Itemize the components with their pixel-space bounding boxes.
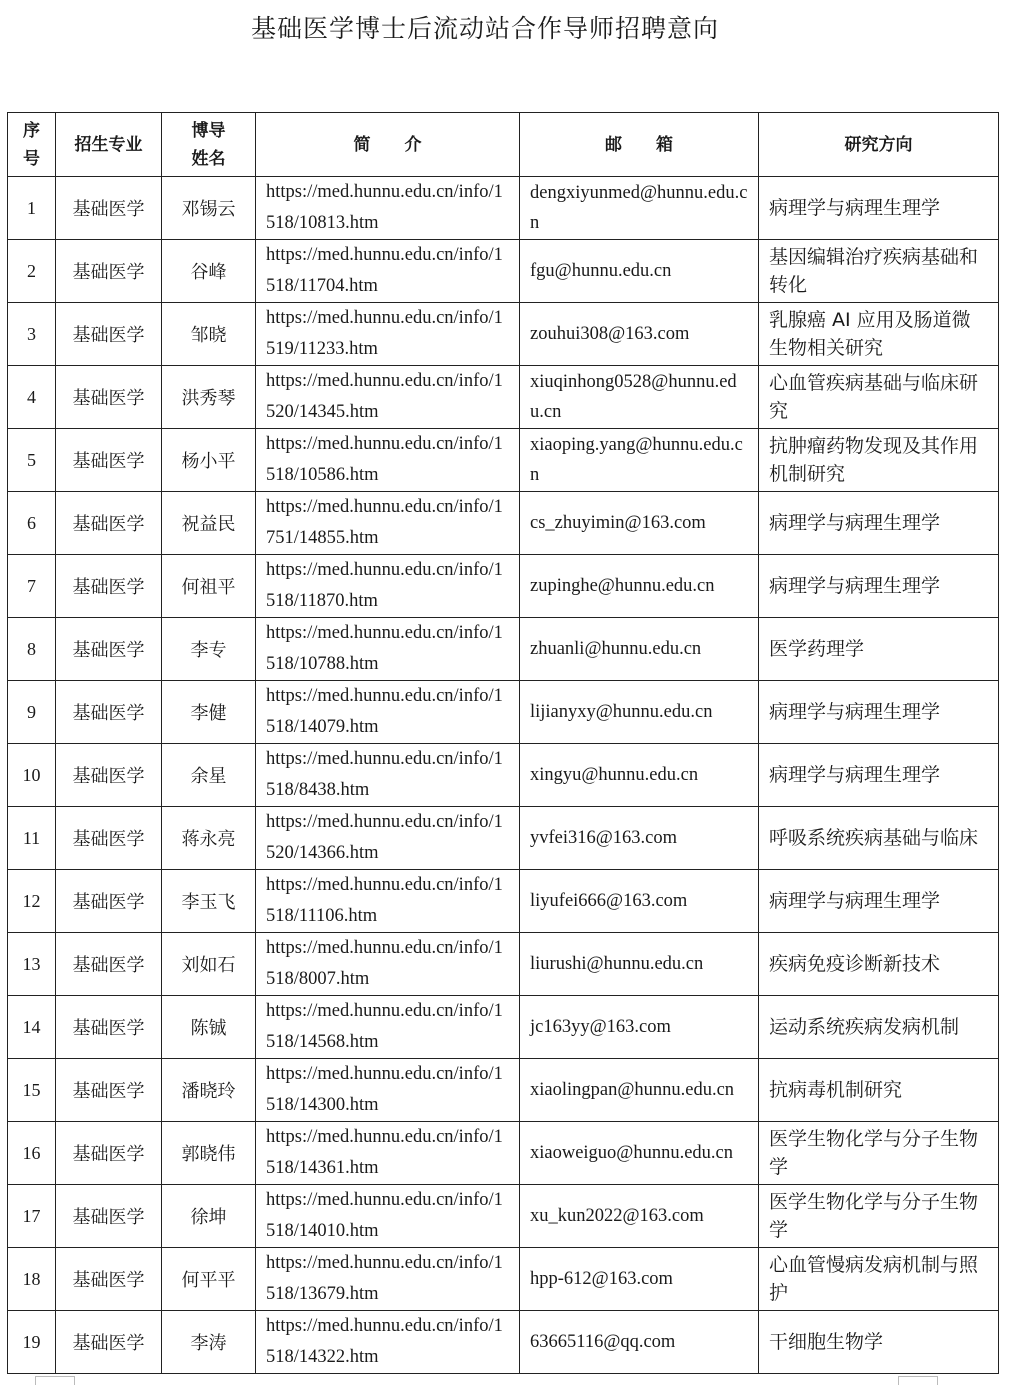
cell-advisor-name: 刘如石 — [162, 933, 256, 996]
cell-major: 基础医学 — [56, 618, 162, 681]
col-header-email: 邮 箱 — [520, 113, 759, 177]
cell-advisor-name: 何平平 — [162, 1248, 256, 1311]
cell-major: 基础医学 — [56, 996, 162, 1059]
cell-advisor-name: 李玉飞 — [162, 870, 256, 933]
table-body — [8, 177, 999, 1374]
cell-research-direction: 抗病毒机制研究 — [759, 1059, 999, 1122]
cell-seq: 15 — [8, 1059, 56, 1122]
cell-research-direction: 运动系统疾病发病机制 — [759, 996, 999, 1059]
cell-major: 基础医学 — [56, 240, 162, 303]
table-row — [8, 1122, 999, 1185]
cell-intro-link[interactable]: https://med.hunnu.edu.cn/info/1520/14345.htm — [256, 366, 520, 429]
cell-advisor-name: 陈铖 — [162, 996, 256, 1059]
cell-email[interactable]: zhuanli@hunnu.edu.cn — [520, 618, 759, 681]
cell-email[interactable]: 63665116@qq.com — [520, 1311, 759, 1374]
cell-major: 基础医学 — [56, 681, 162, 744]
cell-intro-link[interactable]: https://med.hunnu.edu.cn/info/1518/11870.htm — [256, 555, 520, 618]
cell-seq: 7 — [8, 555, 56, 618]
cell-research-direction: 基因编辑治疗疾病基础和转化 — [759, 240, 999, 303]
table-row — [8, 681, 999, 744]
cell-intro-link[interactable]: https://med.hunnu.edu.cn/info/1518/14010.htm — [256, 1185, 520, 1248]
cell-advisor-name: 杨小平 — [162, 429, 256, 492]
cell-intro-link[interactable]: https://med.hunnu.edu.cn/info/1518/14300.htm — [256, 1059, 520, 1122]
table-row — [8, 429, 999, 492]
cell-seq: 19 — [8, 1311, 56, 1374]
cell-major: 基础医学 — [56, 744, 162, 807]
cell-advisor-name: 郭晓伟 — [162, 1122, 256, 1185]
cell-research-direction: 病理学与病理生理学 — [759, 177, 999, 240]
cell-major: 基础医学 — [56, 1122, 162, 1185]
cell-intro-link[interactable]: https://med.hunnu.edu.cn/info/1518/10586.htm — [256, 429, 520, 492]
cell-advisor-name: 洪秀琴 — [162, 366, 256, 429]
advisor-table — [7, 112, 999, 1374]
cell-major: 基础医学 — [56, 933, 162, 996]
cell-seq: 3 — [8, 303, 56, 366]
cell-email[interactable]: xiaoping.yang@hunnu.edu.cn — [520, 429, 759, 492]
cell-seq: 10 — [8, 744, 56, 807]
cell-advisor-name: 邹晓 — [162, 303, 256, 366]
cell-research-direction: 医学药理学 — [759, 618, 999, 681]
cell-email[interactable]: liurushi@hunnu.edu.cn — [520, 933, 759, 996]
cell-research-direction: 病理学与病理生理学 — [759, 555, 999, 618]
cell-seq: 14 — [8, 996, 56, 1059]
table-row — [8, 933, 999, 996]
cell-advisor-name: 徐坤 — [162, 1185, 256, 1248]
cell-research-direction: 病理学与病理生理学 — [759, 870, 999, 933]
cell-advisor-name: 蒋永亮 — [162, 807, 256, 870]
cell-email[interactable]: lijianyxy@hunnu.edu.cn — [520, 681, 759, 744]
cell-intro-link[interactable]: https://med.hunnu.edu.cn/info/1518/8007.htm — [256, 933, 520, 996]
cell-advisor-name: 祝益民 — [162, 492, 256, 555]
table-row — [8, 555, 999, 618]
page-edge-mark — [898, 1376, 938, 1385]
cell-seq: 1 — [8, 177, 56, 240]
table-row — [8, 744, 999, 807]
cell-research-direction: 干细胞生物学 — [759, 1311, 999, 1374]
cell-advisor-name: 邓锡云 — [162, 177, 256, 240]
cell-email[interactable]: zouhui308@163.com — [520, 303, 759, 366]
cell-research-direction: 病理学与病理生理学 — [759, 744, 999, 807]
cell-intro-link[interactable]: https://med.hunnu.edu.cn/info/1518/10813.htm — [256, 177, 520, 240]
cell-intro-link[interactable]: https://med.hunnu.edu.cn/info/1518/11106.htm — [256, 870, 520, 933]
table-row — [8, 1059, 999, 1122]
cell-seq: 13 — [8, 933, 56, 996]
cell-intro-link[interactable]: https://med.hunnu.edu.cn/info/1520/14366.htm — [256, 807, 520, 870]
cell-email[interactable]: yvfei316@163.com — [520, 807, 759, 870]
cell-email[interactable]: xiaolingpan@hunnu.edu.cn — [520, 1059, 759, 1122]
cell-advisor-name: 李涛 — [162, 1311, 256, 1374]
table-row — [8, 1311, 999, 1374]
page-edge-mark — [35, 1376, 75, 1385]
cell-intro-link[interactable]: https://med.hunnu.edu.cn/info/1518/10788.htm — [256, 618, 520, 681]
table-row — [8, 996, 999, 1059]
col-header-seq: 序 号 — [8, 113, 56, 177]
cell-research-direction: 心血管慢病发病机制与照护 — [759, 1248, 999, 1311]
cell-intro-link[interactable]: https://med.hunnu.edu.cn/info/1518/11704.htm — [256, 240, 520, 303]
cell-intro-link[interactable]: https://med.hunnu.edu.cn/info/1518/8438.htm — [256, 744, 520, 807]
cell-research-direction: 医学生物化学与分子生物学 — [759, 1122, 999, 1185]
cell-seq: 4 — [8, 366, 56, 429]
cell-email[interactable]: xiuqinhong0528@hunnu.edu.cn — [520, 366, 759, 429]
cell-major: 基础医学 — [56, 1248, 162, 1311]
col-header-major: 招生专业 — [56, 113, 162, 177]
cell-email[interactable]: xingyu@hunnu.edu.cn — [520, 744, 759, 807]
table-row — [8, 618, 999, 681]
cell-seq: 12 — [8, 870, 56, 933]
cell-email[interactable]: zupinghe@hunnu.edu.cn — [520, 555, 759, 618]
cell-research-direction: 疾病免疫诊断新技术 — [759, 933, 999, 996]
page-title: 基础医学博士后流动站合作导师招聘意向 — [250, 14, 719, 43]
cell-research-direction: 呼吸系统疾病基础与临床 — [759, 807, 999, 870]
table-row — [8, 366, 999, 429]
cell-major: 基础医学 — [56, 177, 162, 240]
cell-advisor-name: 何祖平 — [162, 555, 256, 618]
table-row — [8, 492, 999, 555]
cell-major: 基础医学 — [56, 429, 162, 492]
table-row — [8, 177, 999, 240]
cell-advisor-name: 潘晓玲 — [162, 1059, 256, 1122]
cell-email[interactable]: cs_zhuyimin@163.com — [520, 492, 759, 555]
cell-research-direction: 乳腺癌 AI 应用及肠道微生物相关研究 — [759, 303, 999, 366]
table-header-row — [8, 113, 999, 177]
cell-research-direction: 抗肿瘤药物发现及其作用机制研究 — [759, 429, 999, 492]
cell-advisor-name: 李专 — [162, 618, 256, 681]
table-row — [8, 303, 999, 366]
cell-seq: 11 — [8, 807, 56, 870]
cell-major: 基础医学 — [56, 366, 162, 429]
cell-email[interactable]: xiaoweiguo@hunnu.edu.cn — [520, 1122, 759, 1185]
table-row — [8, 1248, 999, 1311]
cell-advisor-name: 谷峰 — [162, 240, 256, 303]
cell-seq: 16 — [8, 1122, 56, 1185]
table-row — [8, 807, 999, 870]
cell-intro-link[interactable]: https://med.hunnu.edu.cn/info/1518/14322.htm — [256, 1311, 520, 1374]
cell-seq: 17 — [8, 1185, 56, 1248]
cell-intro-link[interactable]: https://med.hunnu.edu.cn/info/1518/14361.htm — [256, 1122, 520, 1185]
cell-email[interactable]: xu_kun2022@163.com — [520, 1185, 759, 1248]
table-row — [8, 240, 999, 303]
cell-email[interactable]: fgu@hunnu.edu.cn — [520, 240, 759, 303]
cell-seq: 5 — [8, 429, 56, 492]
cell-major: 基础医学 — [56, 870, 162, 933]
col-header-intro: 简 介 — [256, 113, 520, 177]
cell-intro-link[interactable]: https://med.hunnu.edu.cn/info/1518/14079.htm — [256, 681, 520, 744]
cell-research-direction: 病理学与病理生理学 — [759, 492, 999, 555]
cell-research-direction: 心血管疾病基础与临床研究 — [759, 366, 999, 429]
table-row — [8, 870, 999, 933]
cell-email[interactable]: liyufei666@163.com — [520, 870, 759, 933]
cell-major: 基础医学 — [56, 1311, 162, 1374]
cell-seq: 9 — [8, 681, 56, 744]
cell-advisor-name: 余星 — [162, 744, 256, 807]
cell-major: 基础医学 — [56, 303, 162, 366]
cell-major: 基础医学 — [56, 1059, 162, 1122]
cell-email[interactable]: dengxiyunmed@hunnu.edu.cn — [520, 177, 759, 240]
cell-seq: 8 — [8, 618, 56, 681]
cell-email[interactable]: jc163yy@163.com — [520, 996, 759, 1059]
cell-seq: 2 — [8, 240, 56, 303]
cell-major: 基础医学 — [56, 492, 162, 555]
cell-major: 基础医学 — [56, 1185, 162, 1248]
table-row — [8, 1185, 999, 1248]
cell-major: 基础医学 — [56, 807, 162, 870]
cell-intro-link[interactable]: https://med.hunnu.edu.cn/info/1518/13679.htm — [256, 1248, 520, 1311]
cell-intro-link[interactable]: https://med.hunnu.edu.cn/info/1518/14568.htm — [256, 996, 520, 1059]
cell-seq: 6 — [8, 492, 56, 555]
cell-email[interactable]: hpp-612@163.com — [520, 1248, 759, 1311]
col-header-advisor-name: 博导 姓名 — [162, 113, 256, 177]
cell-research-direction: 医学生物化学与分子生物学 — [759, 1185, 999, 1248]
col-header-direction: 研究方向 — [759, 113, 999, 177]
cell-research-direction: 病理学与病理生理学 — [759, 681, 999, 744]
cell-major: 基础医学 — [56, 555, 162, 618]
cell-seq: 18 — [8, 1248, 56, 1311]
cell-advisor-name: 李健 — [162, 681, 256, 744]
cell-intro-link[interactable]: https://med.hunnu.edu.cn/info/1519/11233.htm — [256, 303, 520, 366]
cell-intro-link[interactable]: https://med.hunnu.edu.cn/info/1751/14855.htm — [256, 492, 520, 555]
